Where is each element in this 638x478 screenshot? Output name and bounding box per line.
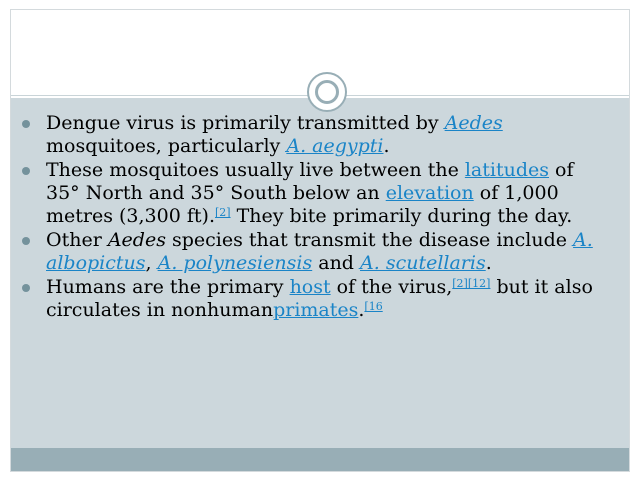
citation-link[interactable]: [2][12] xyxy=(452,277,491,290)
bullet-item xyxy=(20,276,595,322)
bullet-dot-icon xyxy=(22,284,30,292)
bullet-text: , xyxy=(145,252,158,274)
inline-link[interactable]: primates xyxy=(273,299,359,321)
citation-link[interactable]: [16 xyxy=(364,300,383,313)
bullet-dot-icon xyxy=(22,120,30,128)
inline-link[interactable]: A. albopictus xyxy=(46,229,593,274)
ornament-inner-ring xyxy=(315,80,339,104)
bullet-text: . xyxy=(383,135,390,157)
inline-link[interactable]: A. aegypti xyxy=(286,135,384,157)
inline-link[interactable]: A. scutellaris xyxy=(360,252,486,274)
bullet-dot-icon xyxy=(22,237,30,245)
bullet-item xyxy=(20,112,595,158)
ornament-circle-icon xyxy=(307,72,347,112)
bullet-text: and xyxy=(312,252,361,274)
inline-link[interactable]: Aedes xyxy=(444,112,503,134)
bullet-text: . xyxy=(485,252,492,274)
inline-link[interactable]: latitudes xyxy=(464,159,550,181)
bullet-text: mosquitoes, particularly xyxy=(46,135,287,157)
bullet-text: of 1,000 metres (3,300 ft). xyxy=(46,182,559,227)
inline-link[interactable]: host xyxy=(289,276,331,298)
inline-link[interactable]: elevation xyxy=(385,182,474,204)
bullet-item xyxy=(20,229,595,275)
citation-link[interactable]: [2] xyxy=(214,206,231,219)
inline-link[interactable]: A. polynesiensis xyxy=(157,252,313,274)
bullet-text: of the virus, xyxy=(330,276,453,298)
bullet-item xyxy=(20,159,595,228)
bullet-text: of 35° North and 35° South below an xyxy=(46,159,574,204)
bullet-dot-icon xyxy=(22,167,30,175)
superscript xyxy=(215,206,231,219)
bullet-text: These mosquitoes usually live between the xyxy=(46,159,465,181)
italic-text: Aedes xyxy=(107,229,166,251)
bullet-text: . xyxy=(358,299,365,321)
superscript xyxy=(452,277,490,290)
bullet-text: Dengue virus is primarily transmitted by xyxy=(46,112,445,134)
bullet-text: but it also circulates in nonhuman xyxy=(46,276,593,321)
bullet-text: Humans are the primary xyxy=(46,276,290,298)
bottom-band xyxy=(11,448,629,471)
superscript xyxy=(364,300,382,313)
bullet-text: species that transmit the disease include xyxy=(165,229,574,251)
bullet-text: They bite primarily during the day. xyxy=(230,205,573,227)
bullet-list xyxy=(20,112,595,323)
bullet-text: Other xyxy=(46,229,108,251)
